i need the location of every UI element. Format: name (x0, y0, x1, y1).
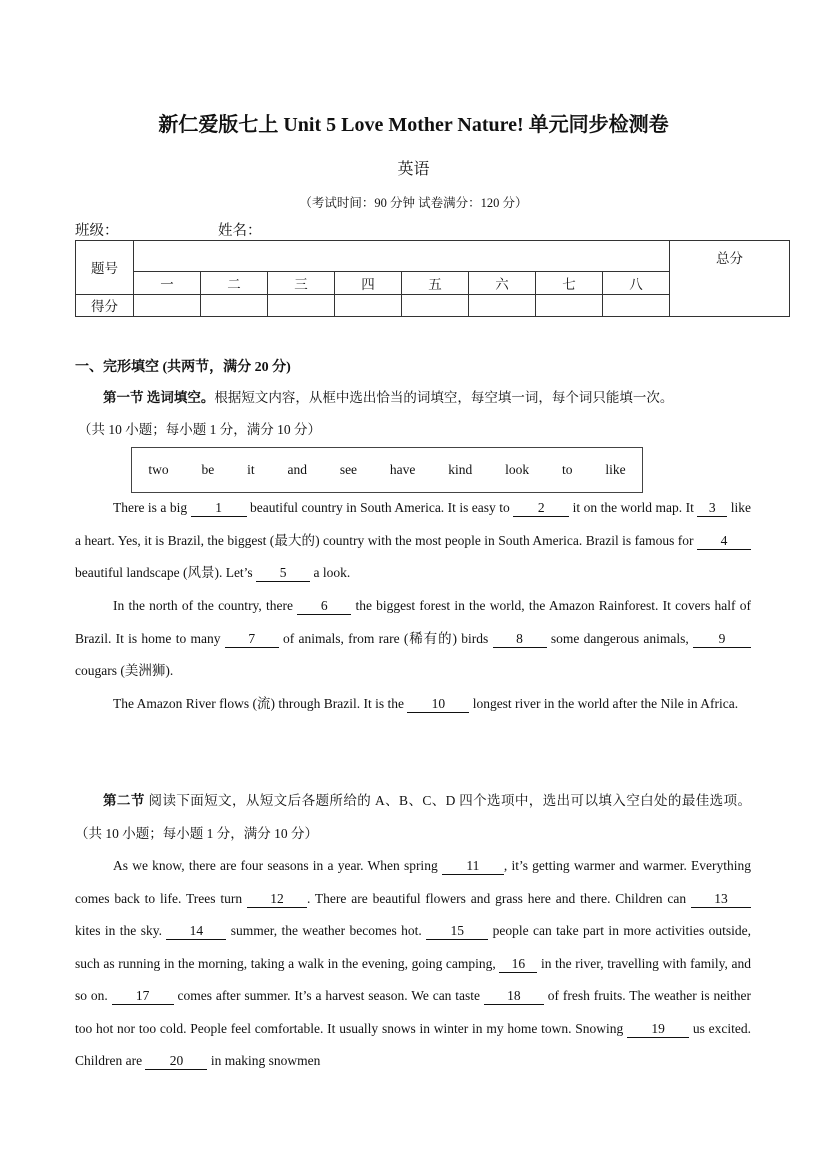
word-bank-item: see (339, 462, 358, 477)
passage2: As we know, there are four seasons in a year. When spring 11 , it’s getting warmer and warmer. Everything comes back to life. Trees turn 12 . There are beautiful flowers and grass here and there. Children can 13 kites in the sky. 14 summer, the weather becomes hot. 15 people can take part in more activities outside, such as running in the morning, taking a walk in the evening, going camping, 16 in the river, travelling with family, and so on. 17 comes after summer. It’s a harvest season. We can taste 18 of fresh fruits. The weather is neither too hot nor too cold. People feel comfortable. It usually snows in winter in my home town. Snowing 19 us excited. Children are 20 in making snowmen (75, 858, 752, 1068)
word-bank-item: two (148, 462, 169, 477)
score-cell[interactable] (402, 294, 469, 316)
part1-label: 第一节 选词填空。 (103, 390, 215, 405)
blank-6[interactable]: 6 (297, 598, 351, 615)
part2-instruction-text: 阅读下面短文，从短文后各题所给的 A、B、C、D 四个选项中，选出可以填入空白处的最佳选项。（共 10 小题；每小题 1 分，满分 10 分） (75, 793, 751, 841)
blank-8[interactable]: 8 (493, 631, 547, 648)
score-cell[interactable] (603, 294, 670, 316)
row-label-score: 得分 (76, 294, 134, 316)
blank-15[interactable]: 15 (426, 923, 488, 940)
score-table (75, 240, 790, 317)
blank-9[interactable]: 9 (693, 631, 751, 648)
blank-12[interactable]: 12 (247, 891, 307, 908)
score-cell[interactable] (469, 294, 536, 316)
blank-19[interactable]: 19 (627, 1021, 689, 1038)
score-cell[interactable] (134, 294, 201, 316)
subject-label: 英语 (397, 161, 430, 178)
section-heading: 一、完形填空 (共两节，满分 20 分) (75, 360, 291, 375)
word-bank-item: to (561, 462, 573, 477)
part2-label: 第二节 (103, 793, 145, 808)
header-blank (134, 241, 670, 272)
col-label: 六 (469, 272, 536, 294)
total-label: 总分 (670, 241, 790, 317)
exam-meta: （考试时间：90 分钟 试卷满分：120 分） (299, 196, 528, 210)
word-bank (131, 447, 643, 493)
col-label: 七 (536, 272, 603, 294)
passage1-paragraph2: In the north of the country, there 6 the biggest forest in the world, the Amazon Rainforest. It covers half of Brazil. It is home to many 7 of animals, from rare (稀有的) birds 8 some dangerous animals, 9 cougars (美洲狮). (75, 598, 751, 678)
blank-5[interactable]: 5 (256, 565, 310, 582)
col-label: 二 (201, 272, 268, 294)
passage1-paragraph1: There is a big 1 beautiful country in South America. It is easy to 2 it on the world map. It 3 like a heart. Yes, it is Brazil, the biggest (最大的) country with the most people in South America. Brazil is famous for 4 beautiful landscape (风景). Let’s 5 a look. (75, 500, 751, 580)
name-label: 姓名： (218, 223, 262, 239)
blank-14[interactable]: 14 (166, 923, 226, 940)
blank-13[interactable]: 13 (691, 891, 751, 908)
blank-18[interactable]: 18 (484, 988, 544, 1005)
blank-17[interactable]: 17 (112, 988, 174, 1005)
col-label: 一 (134, 272, 201, 294)
blank-11[interactable]: 11 (442, 858, 504, 875)
score-cell[interactable] (201, 294, 268, 316)
blank-4[interactable]: 4 (697, 533, 751, 550)
score-cell[interactable] (268, 294, 335, 316)
word-bank-item: kind (448, 462, 473, 477)
blank-16[interactable]: 16 (499, 956, 537, 973)
word-bank-item: like (605, 462, 626, 477)
class-label: 班级： (75, 223, 119, 239)
blank-7[interactable]: 7 (225, 631, 279, 648)
blank-2[interactable]: 2 (513, 500, 569, 517)
col-label: 四 (335, 272, 402, 294)
word-bank-item: have (389, 462, 416, 477)
col-label: 三 (268, 272, 335, 294)
part1-note: （共 10 小题；每小题 1 分，满分 10 分） (78, 422, 321, 437)
blank-1[interactable]: 1 (191, 500, 247, 517)
blank-20[interactable]: 20 (145, 1053, 207, 1070)
part2-instruction (75, 785, 751, 850)
word-bank-item: look (505, 462, 530, 477)
col-label: 八 (603, 272, 670, 294)
page-title: 新仁爱版七上 Unit 5 Love Mother Nature! 单元同步检测卷 (158, 114, 669, 136)
word-bank-item: and (287, 462, 307, 477)
score-cell[interactable] (335, 294, 402, 316)
score-cell[interactable] (536, 294, 603, 316)
blank-10[interactable]: 10 (407, 696, 469, 713)
col-label: 五 (402, 272, 469, 294)
blank-3[interactable]: 3 (697, 500, 727, 517)
passage1-paragraph3: The Amazon River flows (流) through Brazil. It is the 10 longest river in the world after the Nile in Africa. (113, 696, 739, 711)
part1-instruction-text: 根据短文内容，从框中选出恰当的词填空，每空填一词，每个词只能填一次。 (214, 390, 674, 405)
word-bank-item: it (247, 462, 255, 477)
word-bank-item: be (201, 462, 215, 477)
part1-instruction (75, 382, 755, 414)
row-label-question: 题号 (76, 241, 134, 295)
